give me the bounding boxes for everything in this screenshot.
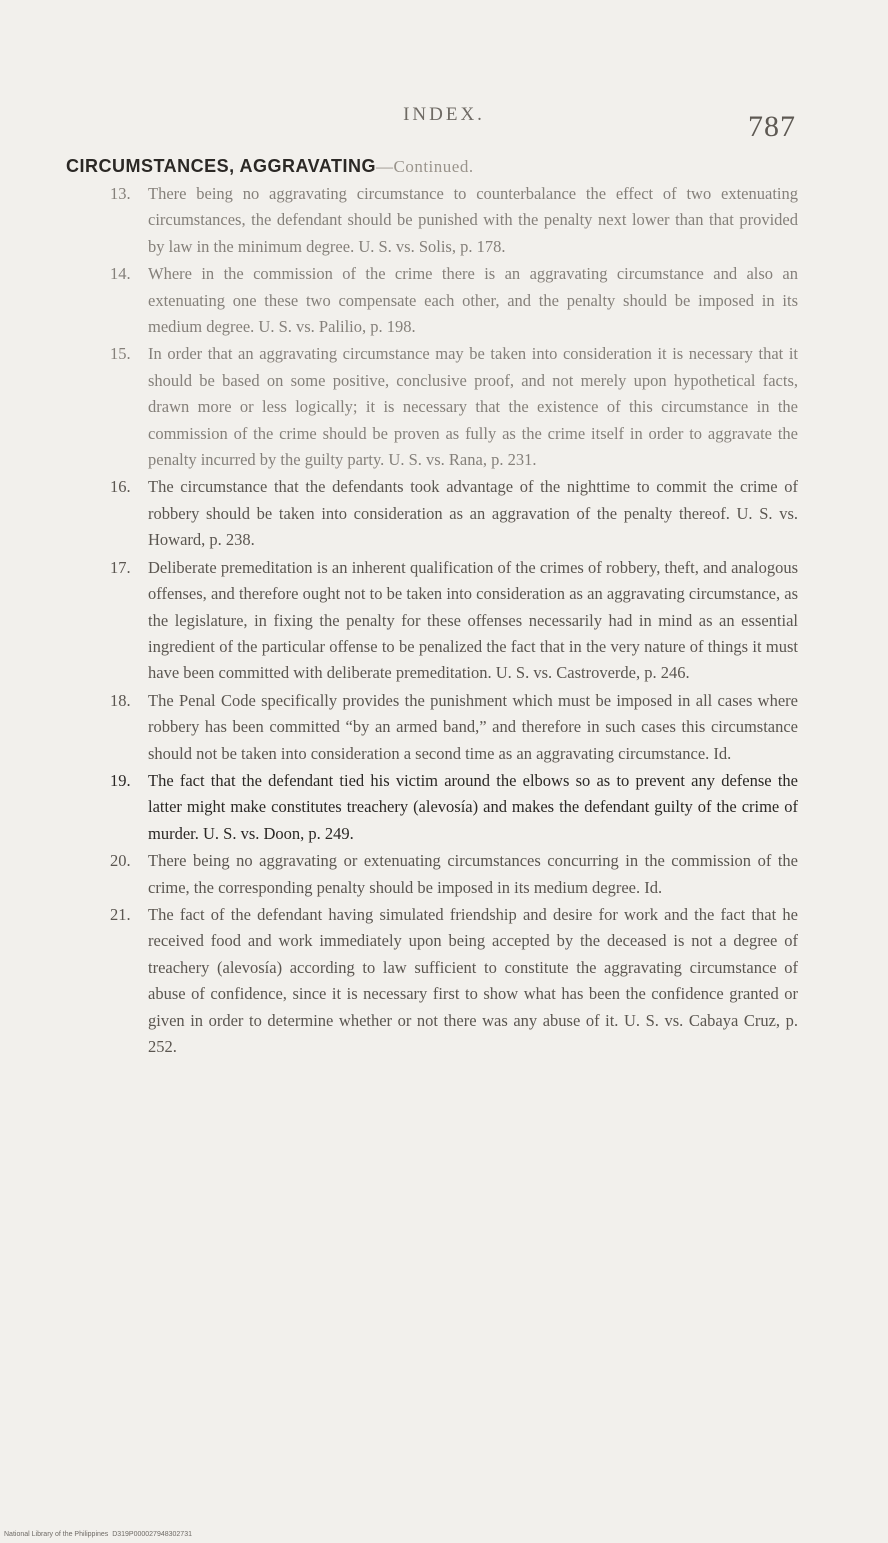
index-entry — [98, 261, 798, 340]
entry-text: The circumstance that the defendants took advantage of the nighttime to commit the crime of robbery should be taken into consideration as an aggravation of the penalty thereof. U. S. vs. Howard, p. 238. — [148, 477, 798, 550]
footer-credit — [4, 1531, 192, 1538]
entry-number: 20. — [110, 851, 131, 871]
entry-number: 14. — [110, 264, 131, 284]
running-head: INDEX. — [403, 104, 485, 125]
footer-institution: National Library of the Philippines — [4, 1531, 109, 1538]
entry-number: 13. — [110, 184, 131, 203]
entry-text: Deliberate premeditation is an inherent qualification of the crimes of robbery, theft, and analogous offenses, and therefore ought not to be taken into consideration as an aggravating circumstance, as the legislature, in fixing the penalty for these offenses necessarily had in mind as an essential ingredient of the particular offense to be penalized the fact that in the very nature of things it must have been committed with deliberate premeditation. U. S. vs. Castroverde, p. 246. — [148, 557, 798, 683]
index-entry — [98, 555, 798, 687]
entry-text: The fact that the defendant tied his victim around the elbows so as to prevent any defense the latter might make constitutes treachery (alevosía) and makes the defendant guilty of the crime of murder. U. S. vs. Doon, p. 249. — [148, 770, 798, 843]
index-entry — [98, 902, 798, 1060]
entry-number: 19. — [110, 770, 131, 790]
index-entry — [98, 688, 798, 767]
heading-title: CIRCUMSTANCES, AGGRAVATING — [66, 156, 376, 176]
page-number: 787 — [748, 110, 796, 143]
entry-text: In order that an aggravating circumstance may be taken into consideration it is necessary that it should be based on some positive, conclusive proof, and not merely upon hypothetical facts, drawn more or less logically; it is necessary that the existence of this circumstance in the commission of the crime should be proven as fully as the crime itself in order to aggravate the penalty incurred by the guilty party. U. S. vs. Rana, p. 231. — [148, 344, 798, 470]
index-entries — [98, 181, 798, 1061]
entry-number: 16. — [110, 477, 131, 497]
index-entry — [98, 341, 798, 473]
footer-id: D319P000027948302731 — [112, 1531, 192, 1538]
index-entry — [98, 768, 798, 847]
index-entry — [98, 181, 798, 260]
entry-text: Where in the commission of the crime there is an aggravating circumstance and also an extenuating one these two compensate each other, and the penalty should be imposed in its medium degree. U. S. vs. Palilio, p. 198. — [148, 264, 798, 337]
entry-text: The fact of the defendant having simulated friendship and desire for work and the fact that he received food and work immediately upon being accepted by the deceased is not a degree of treachery (alevosía) according to law sufficient to constitute the aggravating circumstance of abuse of confidence, since it is necessary first to show what has been the confidence granted or given in order to determine whether or not there was any abuse of it. U. S. vs. Cabaya Cruz, p. 252. — [148, 904, 798, 1056]
entry-text: There being no aggravating circumstance to counterbalance the effect of two extenuating circumstances, the defendant should be punished with the penalty next lower than that provided by law in the minimum degree. U. S. vs. Solis, p. 178. — [148, 184, 798, 256]
entry-number: 17. — [110, 557, 131, 577]
section-heading — [66, 156, 474, 177]
heading-continued: —Continued. — [376, 157, 474, 176]
entry-number: 15. — [110, 344, 131, 364]
entry-text: The Penal Code specifically provides the punishment which must be imposed in all cases where robbery has been committed “by an armed band,” and therefore in such cases this circumstance should not be taken into consideration a second time as an aggravating circumstance. Id. — [148, 690, 798, 763]
index-entry — [98, 848, 798, 901]
entry-text: There being no aggravating or extenuating circumstances concurring in the commission of the crime, the corresponding penalty should be imposed in its medium degree. Id. — [148, 851, 798, 897]
entry-number: 18. — [110, 690, 131, 710]
index-entry — [98, 474, 798, 553]
entry-number: 21. — [110, 904, 131, 924]
